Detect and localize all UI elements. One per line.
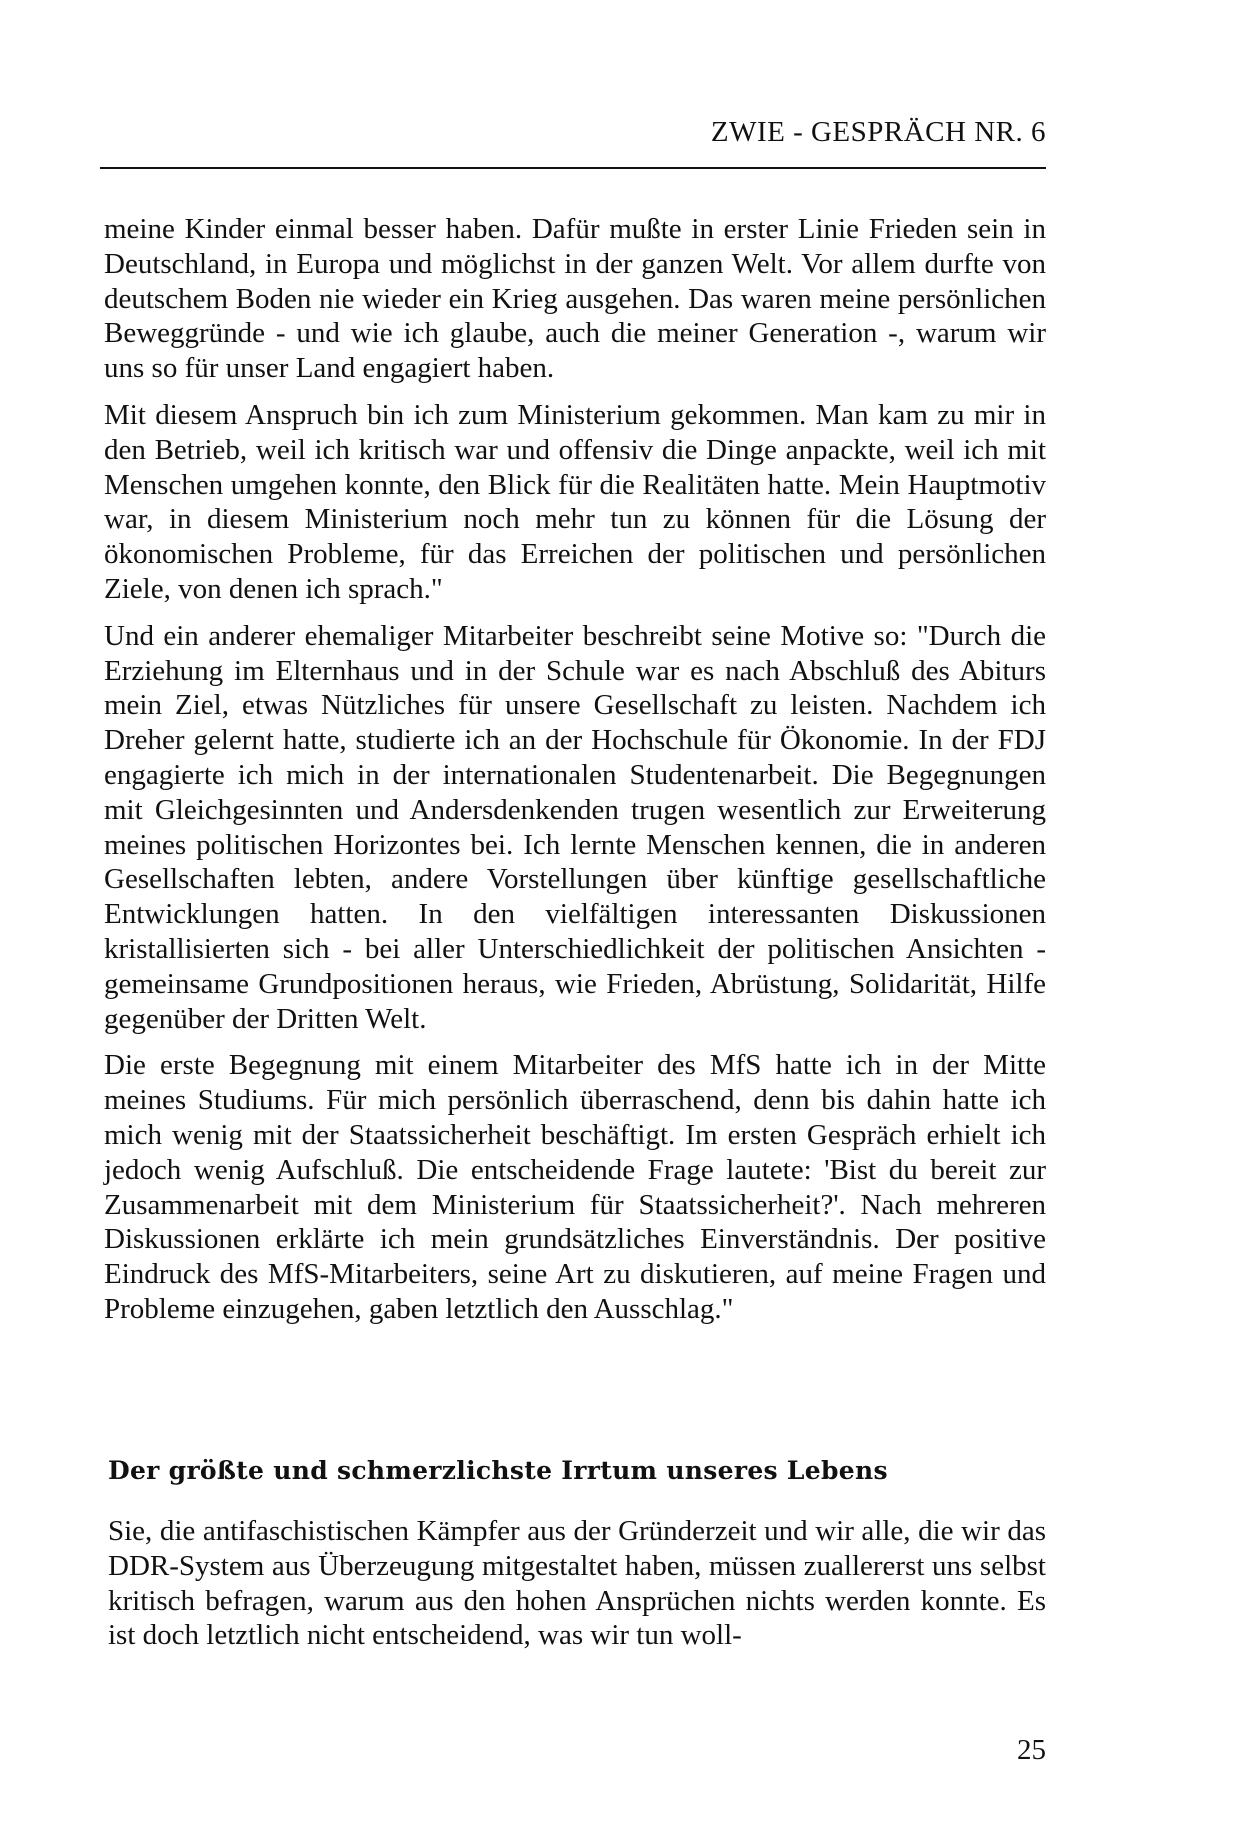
paragraph: Die erste Begegnung mit einem Mitarbeiter des MfS hatte ich in der Mitte meines Studiums. Für mich persönlich überraschend, denn bis dahin hatte ich mich wenig mit der Staatssicherheit beschäftigt. Im ersten Gespräch erhielt ich jedoch wenig Aufschluß. Die entscheidende Frage lautete: 'Bist du bereit zur Zusammenarbeit mit dem Ministerium für Staatssicherheit?'. Nach mehreren Diskussionen erklärte ich mein grundsätzliches Einverständnis. Der positive Eindruck des MfS-Mitarbeiters, seine Art zu diskutieren, auf meine Fragen und Probleme einzugehen, gaben letztlich den Ausschlag." — [104, 1049, 1046, 1325]
body-text — [104, 212, 1046, 1339]
header-rule — [100, 167, 1046, 169]
paragraph: Mit diesem Anspruch bin ich zum Ministerium gekommen. Man kam zu mir in den Betrieb, weil ich kritisch war und offensiv die Dinge anpackte, weil ich mit Menschen umgehen konnte, den Blick für die Realitäten hatte. Mein Hauptmotiv war, in diesem Ministerium noch mehr tun zu können für die Lösung der ökonomischen Probleme, für das Erreichen der politischen und persönlichen Ziele, von denen ich sprach." — [104, 398, 1046, 605]
running-header: ZWIE - GESPRÄCH NR. 6 — [710, 116, 1046, 148]
paragraph: Und ein anderer ehemaliger Mitarbeiter beschreibt seine Motive so: "Durch die Erziehung im Elternhaus und in der Schule war es nach Abschluß des Abiturs mein Ziel, etwas Nützliches für unsere Gesellschaft zu leisten. Nachdem ich Dreher gelernt hatte, studierte ich an der Hochschule für Ökonomie. In der FDJ engagierte ich mich in der internationalen Studentenarbeit. Die Begegnungen mit Gleichgesinnten und Andersdenkenden trugen wesentlich zur Erweiterung meines politischen Horizontes bei. Ich lernte Menschen kennen, die in anderen Gesellschaften lebten, andere Vorstellungen über künftige gesellschaftliche Entwicklungen hatten. In den vielfältigen interessanten Diskussionen kristallisierten sich - bei aller Unterschiedlichkeit der politischen Ansichten - gemeinsame Grundpositionen heraus, wie Frieden, Abrüstung, Solidarität, Hilfe gegenüber der Dritten Welt. — [104, 619, 1046, 1035]
section-heading: Der größte und schmerzlichste Irrtum unseres Lebens — [108, 1456, 888, 1485]
section-body-text — [108, 1514, 1046, 1653]
paragraph: meine Kinder einmal besser haben. Dafür mußte in erster Linie Frieden sein in Deutschland, in Europa und möglichst in der ganzen Welt. Vor allem durfte von deutschem Boden nie wieder ein Krieg ausgehen. Das waren meine persönlichen Beweggründe - und wie ich glaube, auch die meiner Generation -, warum wir uns so für unser Land engagiert haben. — [104, 213, 1046, 385]
paragraph: Sie, die antifaschistischen Kämpfer aus der Gründerzeit und wir alle, die wir das DDR-System aus Überzeugung mitgestaltet haben, müssen zuallererst uns selbst kritisch befragen, warum aus den hohen Ansprüchen nichts werden konnte. Es ist doch letztlich nicht entscheidend, was wir tun woll- — [108, 1515, 1046, 1652]
page-number: 25 — [1017, 1734, 1046, 1766]
